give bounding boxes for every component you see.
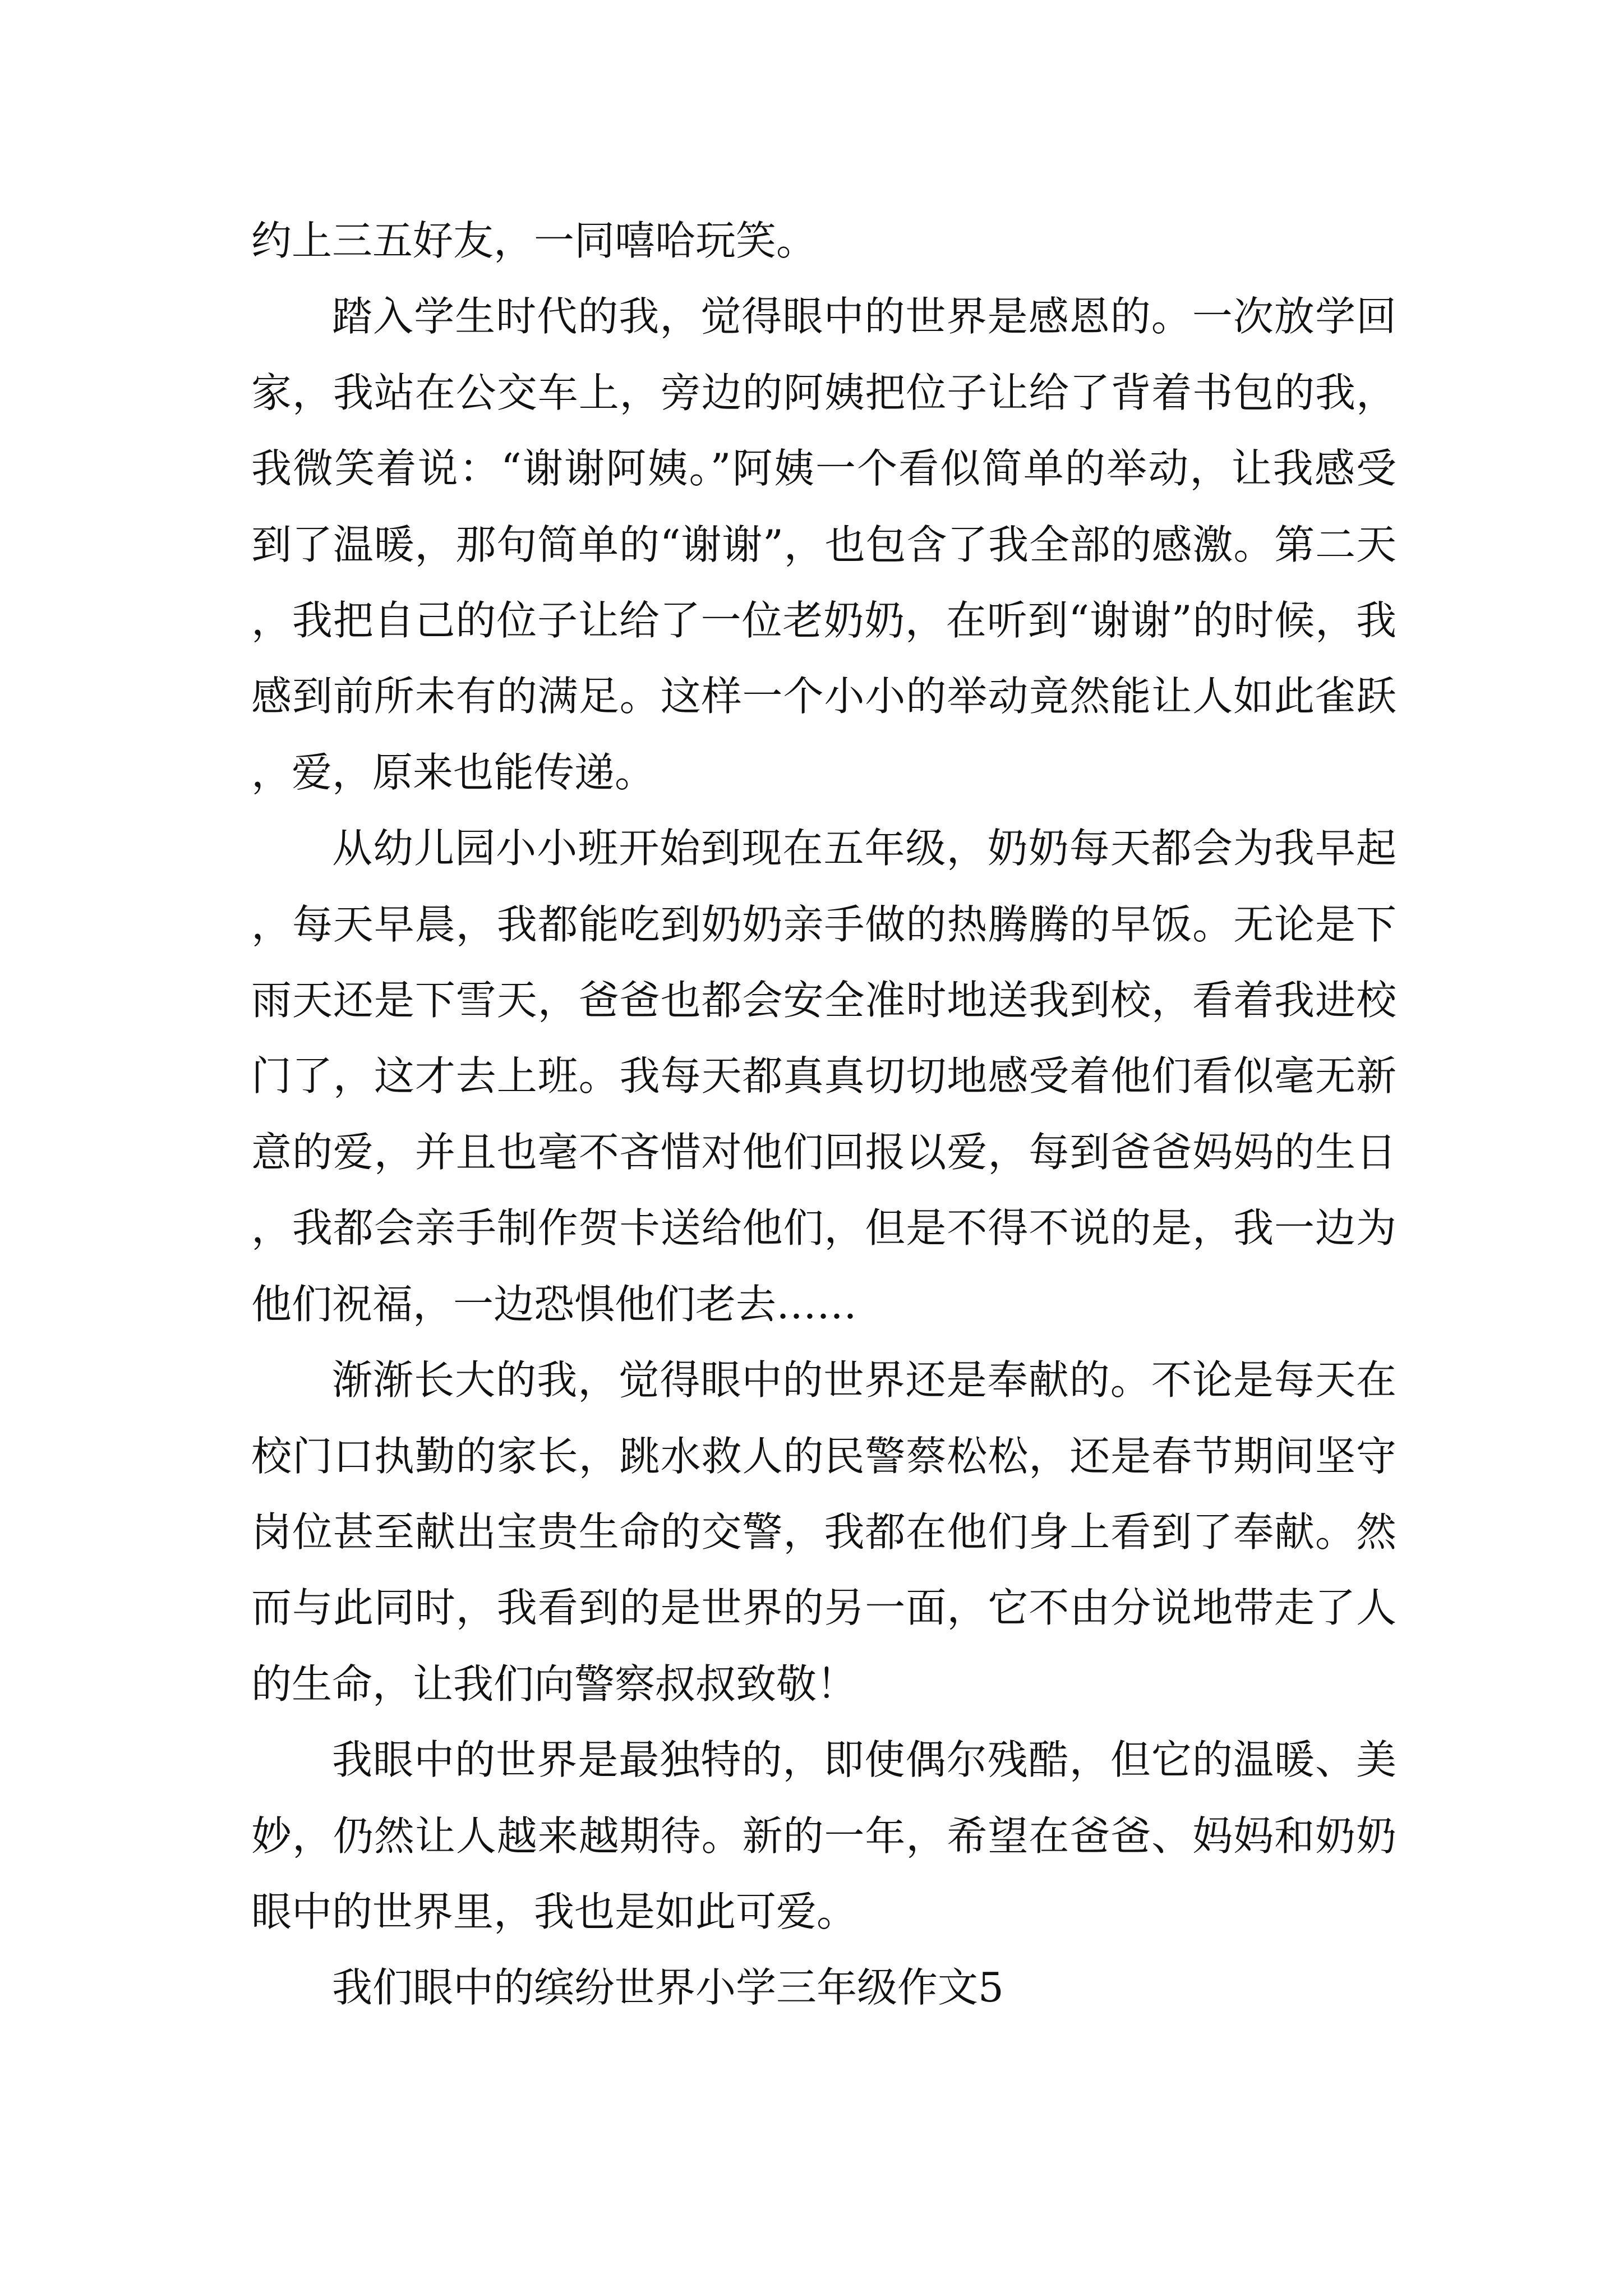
paragraph-conclusion: 我眼中的世界是最独特的，即使偶尔残酷，但它的温暖、美妙，仍然让人越来越期待。新的一年，希望在爸爸、妈妈和奶奶眼中的世界里，我也是如此可爱。 [251,1736,1396,1935]
next-essay-title: 我们眼中的缤纷世界小学三年级作文5 [332,1964,1004,2012]
paragraph-family-love: 从幼儿园小小班开始到现在五年级，奶奶每天都会为我早起，每天早晨，我都能吃到奶奶亲手做的热腾腾的早饭。无论是下雨天还是下雪天，爸爸也都会安全准时地送我到校，看着我进校门了，这才去上班。我每天都真真切切地感受着他们看似毫无新意的爱，并且也毫不吝惜对他们回报以爱，每到爸爸妈妈的生日，我都会亲手制作贺卡送给他们，但是不得不说的是，我一边为他们祝福，一边恐惧他们老去…… [251,825,1396,1328]
paragraph-dedication: 渐渐长大的我，觉得眼中的世界还是奉献的。不论是每天在校门口执勤的家长，跳水救人的民警蔡松松，还是春节期间坚守岗位甚至献出宝贵生命的交警，我都在他们身上看到了奉献。然而与此同时，我看到的是世界的另一面，它不由分说地带走了人的生命，让我们向警察叔叔致敬！ [251,1356,1396,1708]
paragraph-gratitude: 踏入学生时代的我，觉得眼中的世界是感恩的。一次放学回家，我站在公交车上，旁边的阿姨把位子让给了背着书包的我，我微笑着说：“谢谢阿姨。”阿姨一个看似简单的举动，让我感受到了温暖，那句简单的“谢谢”，也包含了我全部的感激。第二天，我把自己的位子让给了一位老奶奶，在听到“谢谢”的时候，我感到前所未有的满足。这样一个小小的举动竟然能让人如此雀跃，爱，原来也能传递。 [251,293,1396,796]
document-body [251,203,1396,2026]
paragraph-continuation: 约上三五好友，一同嘻哈玩笑。 [251,217,817,264]
